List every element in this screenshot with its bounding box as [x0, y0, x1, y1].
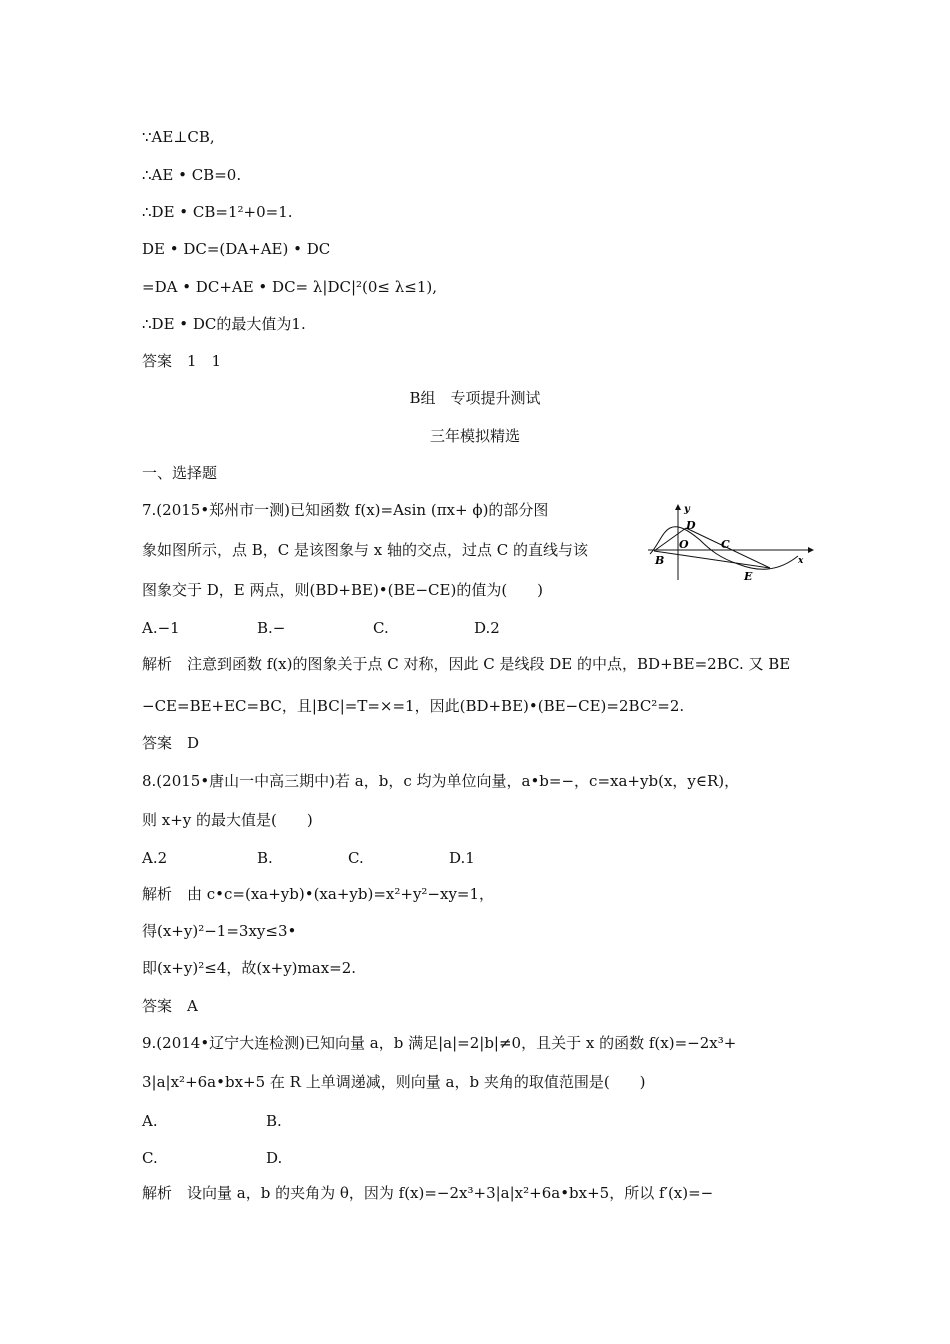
text-line-l25: 9.(2014•辽宁大连检测)已知向量 a，b 满足|a|=2|b|≠0，且关于 x 的函数 f(x)=−2x³+ — [142, 1034, 737, 1052]
label-E: E — [744, 570, 753, 582]
label-C: C — [721, 538, 730, 551]
section-heading-h1: B组 专项提升测试 — [409, 389, 541, 407]
label-D: D — [686, 519, 696, 532]
option-o9d: D. — [266, 1149, 283, 1167]
text-line-l17: 答案 D — [142, 734, 200, 752]
text-line-l22: 得(x+y)²−1=3xy≤3• — [142, 922, 297, 940]
option-o8d: D.1 — [449, 849, 475, 867]
label-O: O — [679, 538, 689, 551]
option-o9a: A. — [142, 1112, 158, 1130]
option-o8c: C. — [348, 849, 364, 867]
text-line-l19: 则 x+y 的最大值是( ) — [142, 811, 313, 829]
text-line-l29: 解析 设向量 a，b 的夹角为 θ，因为 f(x)=−2x³+3|a|x²+6a•bx+5，所以 f′(x)=− — [142, 1184, 714, 1202]
text-line-l10: 一、选择题 — [142, 464, 218, 482]
text-line-l04: DE • DC=(DA+AE) • DC — [142, 240, 331, 258]
y-axis-arrow-icon — [675, 504, 681, 510]
text-line-l11: 7.(2015•郑州市一测)已知函数 f(x)=Asin (πx+ ϕ)的部分图 — [142, 501, 549, 519]
text-line-l06: ∴DE • DC的最大值为1. — [142, 315, 306, 333]
sine-graph-figure — [648, 502, 818, 582]
text-line-l23: 即(x+y)²≤4，故(x+y)max=2. — [142, 959, 357, 977]
text-line-l02: ∴AE • CB=0. — [142, 166, 242, 184]
text-line-l18: 8.(2015•唐山一中高三期中)若 a，b，c 均为单位向量，a•b=−，c=xa+yb(x，y∈R)， — [142, 772, 740, 790]
option-o8a: A.2 — [142, 849, 168, 867]
section-heading-h2: 三年模拟精选 — [429, 427, 520, 445]
option-o9c: C. — [142, 1149, 158, 1167]
text-line-l05: =DA • DC+AE • DC= λ|DC|²(0≤ λ≤1), — [142, 278, 437, 296]
text-line-l16: −CE=BE+EC=BC，且|BC|=T=×=1，因此(BD+BE)•(BE−CE)=2BC²=2. — [142, 697, 685, 715]
option-o7a: A.−1 — [142, 619, 180, 637]
option-o8b: B. — [257, 849, 273, 867]
label-x: x — [798, 556, 804, 566]
x-axis-arrow-icon — [808, 547, 814, 553]
option-o7b: B.− — [257, 619, 286, 637]
label-B: B — [655, 554, 665, 567]
option-o9b: B. — [266, 1112, 282, 1130]
text-line-l07: 答案 1 1 — [142, 352, 222, 370]
label-y: y — [684, 504, 690, 515]
option-o7c: C. — [373, 619, 389, 637]
text-line-l03: ∴DE • CB=1²+0=1. — [142, 203, 293, 221]
text-line-l12: 象如图所示，点 B，C 是该图象与 x 轴的交点，过点 C 的直线与该 — [142, 541, 589, 559]
text-line-l26: 3|a|x²+6a•bx+5 在 R 上单调递减，则向量 a，b 夹角的取值范围是( ) — [142, 1073, 646, 1091]
option-o7d: D.2 — [474, 619, 500, 637]
text-line-l21: 解析 由 c•c=(xa+yb)•(xa+yb)=x²+y²−xy=1， — [142, 885, 495, 903]
text-line-l13: 图象交于 D，E 两点，则(BD+BE)•(BE−CE)的值为( ) — [142, 581, 544, 599]
text-line-l24: 答案 A — [142, 997, 198, 1015]
text-line-l01: ∵AE⊥CB, — [142, 128, 215, 146]
text-line-l15: 解析 注意到函数 f(x)的图象关于点 C 对称，因此 C 是线段 DE 的中点，BD+BE=2BC. 又 BE — [142, 655, 791, 673]
